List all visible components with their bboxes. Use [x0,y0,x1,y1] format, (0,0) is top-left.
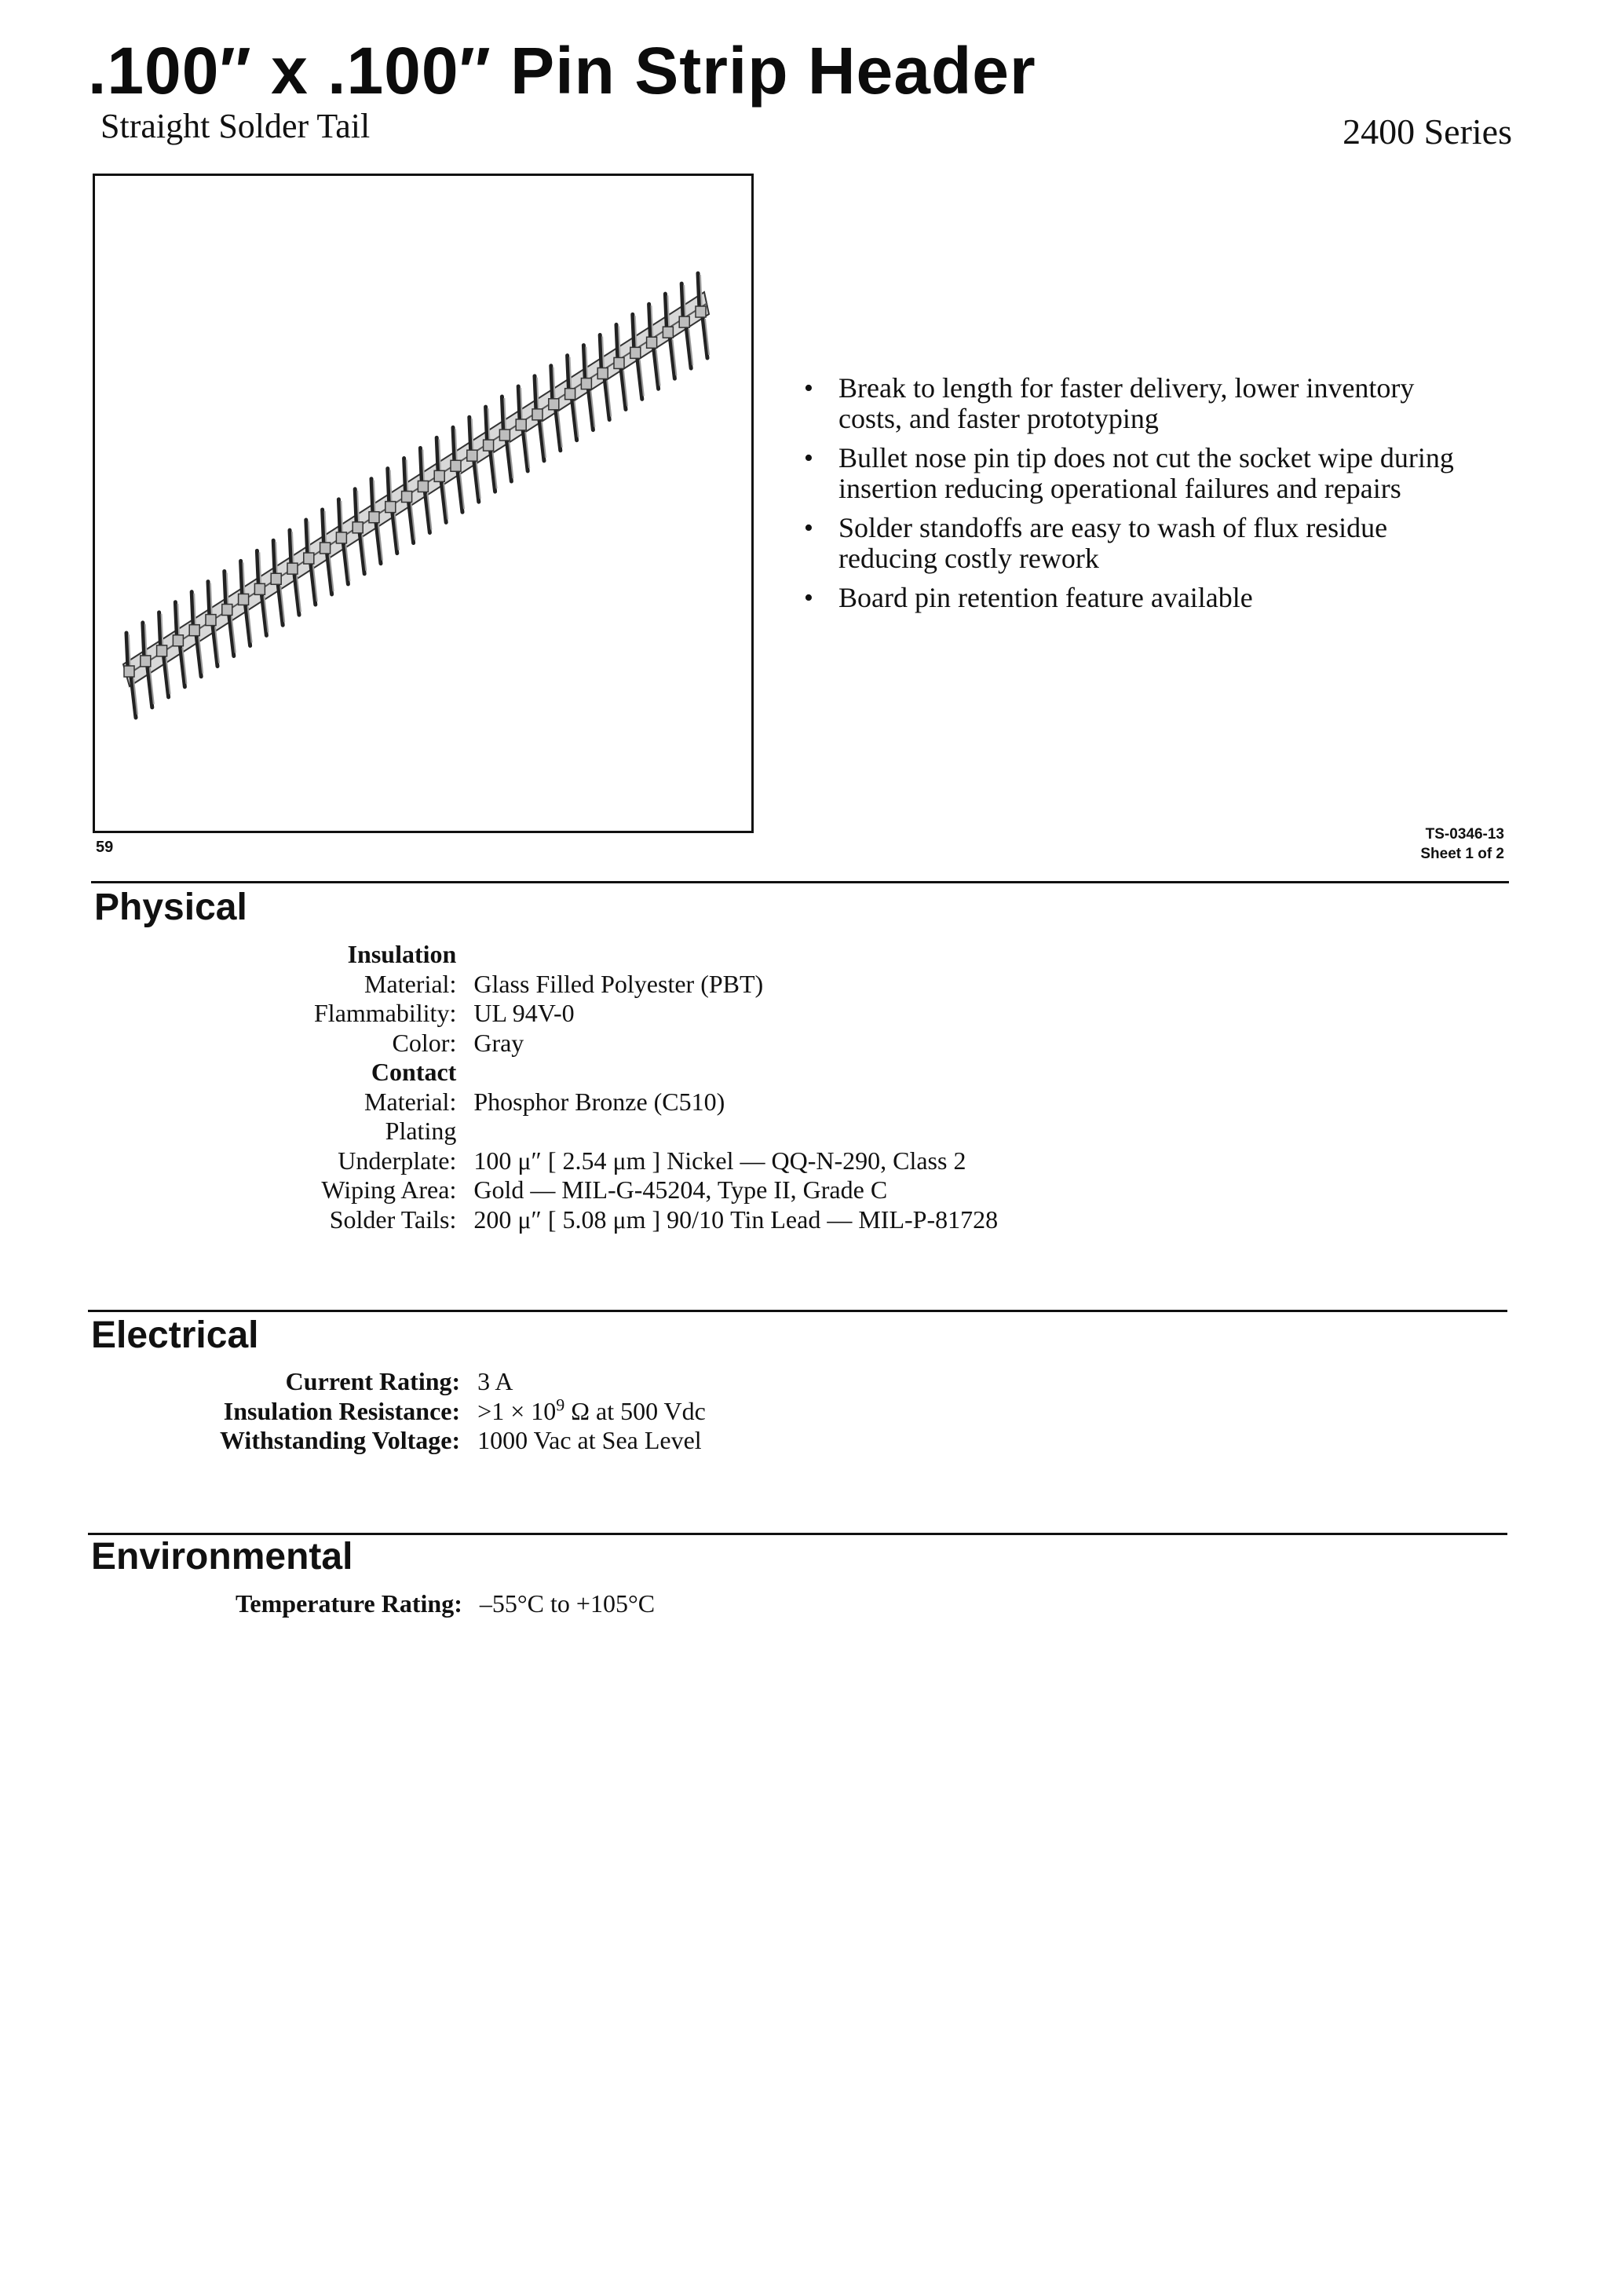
exponent: 9 [556,1394,565,1414]
spec-label: Temperature Rating: [236,1589,462,1618]
spec-row [314,1088,998,1117]
spec-row [314,970,998,1000]
spec-row [314,1146,998,1176]
feature-item: • Board pin retention feature available [793,583,1476,613]
spec-row [236,1589,655,1619]
spec-group-row [314,940,998,970]
spec-value: UL 94V-0 [473,999,575,1027]
spec-label: Wiping Area: [321,1175,457,1204]
plating-heading: Plating [385,1117,457,1145]
electrical-heading: Electrical [91,1314,259,1356]
spec-label: Withstanding Voltage: [220,1426,461,1454]
spec-label: Current Rating: [285,1367,461,1395]
spec-value: 1000 Vac at Sea Level [477,1426,702,1454]
pin-strip-illustration [95,176,751,831]
page-subtitle: Straight Solder Tail [100,107,371,145]
spec-row [220,1426,706,1456]
spec-value: Glass Filled Polyester (PBT) [473,969,764,998]
insulation-heading: Insulation [347,940,457,968]
physical-heading: Physical [94,887,247,928]
spec-row [314,1175,998,1205]
spec-value [477,1394,706,1427]
spec-value: 100 μ″ [ 2.54 μm ] Nickel — QQ-N-290, Class 2 [473,1146,966,1175]
drawing-reference [1420,824,1504,864]
spec-row [314,1029,998,1058]
spec-value: Phosphor Bronze (C510) [473,1087,725,1116]
spec-label: Insulation Resistance: [223,1396,461,1425]
physical-spec-table [314,940,998,1234]
spec-value: Gold — MIL-G-45204, Type II, Grade C [473,1175,888,1204]
section-divider [88,1310,1507,1312]
environmental-spec-table [236,1589,655,1619]
spec-value: –55°C to +105°C [479,1589,656,1618]
spec-value: Gray [473,1028,524,1057]
figure-number: 59 [96,839,114,856]
spec-group-row [314,1058,998,1088]
spec-label: Color: [392,1028,457,1057]
spec-label: Material: [364,1087,457,1116]
spec-row [314,1117,998,1146]
feature-list [793,373,1476,622]
contact-heading: Contact [371,1058,457,1086]
spec-row [220,1367,706,1397]
spec-label: Flammability: [314,999,457,1027]
spec-row [314,999,998,1029]
spec-label: Material: [364,969,457,998]
feature-item: • Break to length for faster delivery, lower inventory costs, and faster prototyping [793,373,1476,434]
sheet-number: Sheet 1 of 2 [1420,846,1504,862]
drawing-id: TS-0346-13 [1425,826,1504,843]
product-figure [93,174,754,833]
electrical-spec-table [220,1367,706,1456]
value-suffix: Ω at 500 Vdc [564,1396,706,1425]
spec-label: Solder Tails: [329,1205,457,1234]
value-prefix: >1 × 10 [477,1396,557,1425]
spec-value: 3 A [477,1367,513,1395]
spec-value: 200 μ″ [ 5.08 μm ] 90/10 Tin Lead — MIL-P-81728 [473,1205,999,1234]
spec-row [314,1205,998,1235]
spec-row [220,1397,706,1427]
feature-item: • Solder standoffs are easy to wash of flux residue reducing costly rework [793,513,1476,574]
page-title: .100″ x .100″ Pin Strip Header [88,34,1036,108]
spec-label: Underplate: [338,1146,457,1175]
environmental-heading: Environmental [91,1536,353,1578]
section-divider [91,881,1509,883]
feature-item: • Bullet nose pin tip does not cut the socket wipe during insertion reducing operational failures and repairs [793,443,1476,504]
series-label: 2400 Series [1343,112,1512,152]
